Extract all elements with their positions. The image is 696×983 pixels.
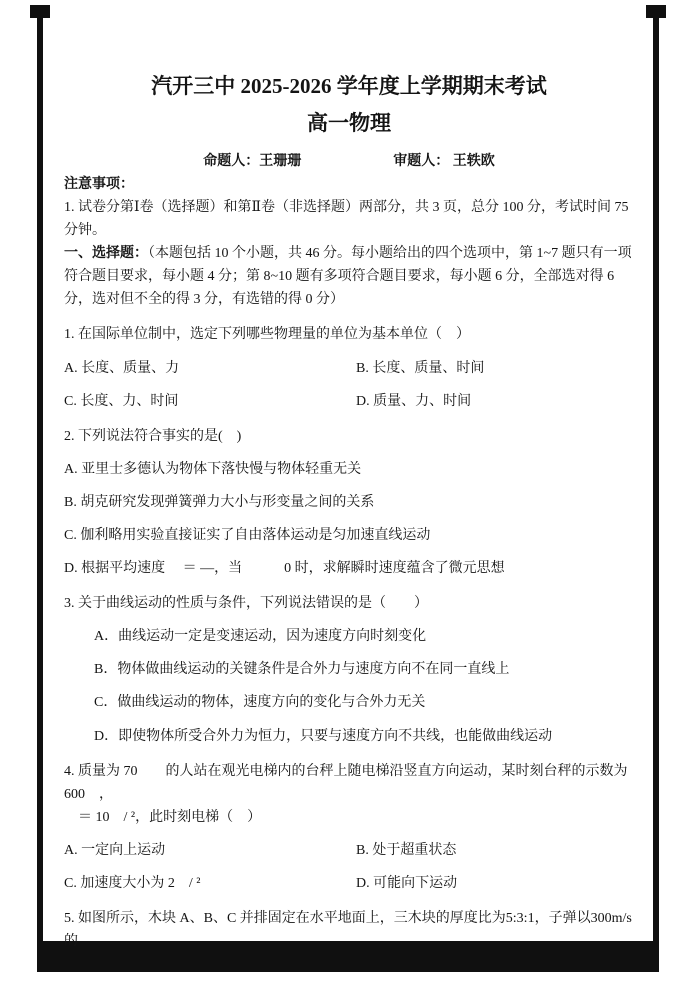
question-1-option-b: B. 长度、质量、时间 <box>356 360 485 376</box>
question-3-option-a: A．曲线运动一定是变速运动，因为速度方向时刻变化 <box>94 629 427 645</box>
exam-title: 汽开三中 2025-2026 学年度上学期期末考试 <box>151 74 547 98</box>
question-2-option-c: C. 伽利略用实验直接证实了自由落体运动是匀加速直线运动 <box>64 528 431 543</box>
exam-subject: 高一物理 <box>307 111 391 136</box>
section-1-label: 一、选择题： <box>64 246 148 262</box>
scan-mark-top-right <box>646 5 666 18</box>
question-1-stem: 1. 在国际单位制中，选定下列哪些物理量的单位为基本单位（ ） <box>64 327 470 343</box>
question-3-option-b: B．物体做曲线运动的关键条件是合外力与速度方向不在同一直线上 <box>94 662 510 678</box>
question-5 <box>64 907 634 953</box>
question-4-option-c: C. 加速度大小为 2 / ² <box>64 876 201 892</box>
setter-credit: 命题人：王珊珊 <box>203 153 302 169</box>
question-1-option-c: C. 长度、力、时间 <box>64 393 179 409</box>
question-3 <box>64 592 634 747</box>
question-1-option-a: A. 长度、质量、力 <box>64 360 180 376</box>
exam-content <box>64 72 634 953</box>
question-2-stem: 2. 下列说法符合事实的是( ) <box>64 428 242 444</box>
byline <box>64 150 634 173</box>
reviewer-credit: 审题人： 王轶欧 <box>393 153 495 169</box>
question-3-option-d: D．即使物体所受合外力为恒力，只要与速度方向不共线，也能做曲线运动 <box>94 728 553 744</box>
question-1-options <box>64 357 634 413</box>
question-4-option-a: A. 一定向上运动 <box>64 842 166 858</box>
notice-item-1: 1. 试卷分第Ⅰ卷（选择题）和第Ⅱ卷（非选择题）两部分，共 3 页，总分 100 分，考试时间 75 分钟。 <box>64 199 629 239</box>
question-4-options <box>64 839 634 895</box>
question-5-stem: 5. 如图所示，木块 A、B、C 并排固定在水平地面上，三木块的厚度比为5:3:1，子弹以300m/s的 <box>64 911 632 950</box>
question-2-option-d: D. 根据平均速度 ＝ —，当 0 时，求解瞬时速度蕴含了微元思想 <box>64 561 505 577</box>
question-4-option-b: B. 处于超重状态 <box>356 842 457 858</box>
question-3-option-c: C．做曲线运动的物体，速度方向的变化与合外力无关 <box>94 695 426 711</box>
question-3-stem: 3. 关于曲线运动的性质与条件，下列说法错误的是（ ） <box>64 596 428 612</box>
notice-heading: 注意事项： <box>64 176 134 192</box>
question-2 <box>64 425 634 580</box>
scan-edge-left <box>37 6 43 972</box>
question-1-option-d: D. 质量、力、时间 <box>356 393 472 409</box>
question-4-stem-line-1: 4. 质量为 70 的人站在观光电梯内的台秤上随电梯沿竖直方向运动，某时刻台秤的示数为 600 ， <box>64 763 628 802</box>
question-4-stem-line-2: ＝ 10 / ²，此时刻电梯（ ） <box>64 809 262 825</box>
question-4 <box>64 760 634 895</box>
question-4-option-d: D. 可能向下运动 <box>356 876 458 892</box>
section-1-desc: （本题包括 10 个小题，共 46 分。每小题给出的四个选项中，第 1~7 题只有一项符合题目要求，每小题 4 分；第 8~10 题有多项符合题目要求，每小题 6 分，全部选对得 6 分，选对但不全的得 3 分，有选错的得 0 分） <box>64 246 632 308</box>
scan-mark-top-left <box>30 5 50 18</box>
scan-edge-right <box>653 6 659 972</box>
question-2-option-b: B. 胡克研究发现弹簧弹力大小与形变量之间的关系 <box>64 494 375 510</box>
question-2-option-a: A. 亚里士多德认为物体下落快慢与物体轻重无关 <box>64 461 362 477</box>
question-1 <box>64 323 634 412</box>
section-1-heading <box>64 242 634 311</box>
